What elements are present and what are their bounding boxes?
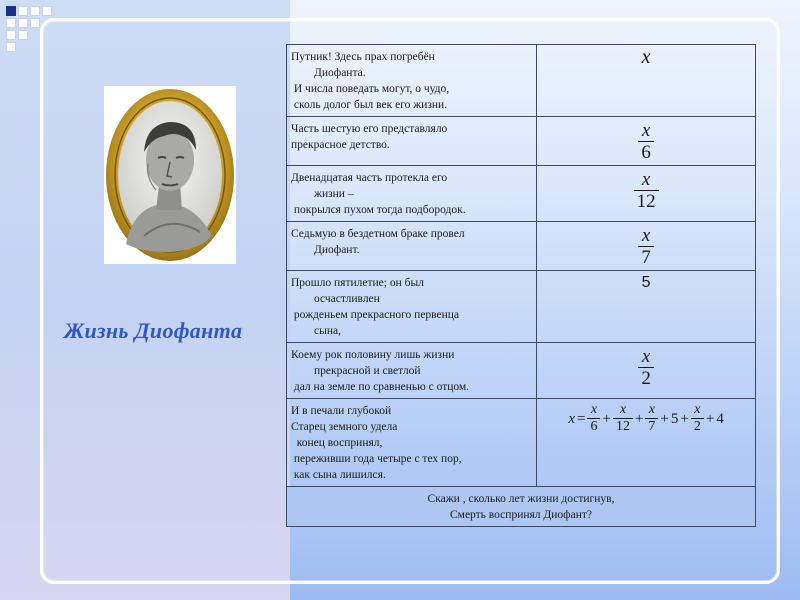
equation-number: 4 (716, 410, 724, 427)
fraction-denominator: 2 (693, 419, 701, 434)
expression-cell (537, 117, 756, 166)
expression-cell (537, 166, 756, 222)
verse-line: Диофант. (291, 244, 360, 256)
fraction-numerator: x (641, 346, 651, 367)
verse-line: Двенадцатая часть протекла его (291, 172, 448, 184)
equation-fraction (613, 403, 633, 434)
question-line: Скажи , сколько лет жизни достигнув, (427, 493, 615, 505)
fraction-expression (634, 170, 659, 211)
fraction-numerator: x (619, 402, 627, 417)
fraction-numerator: x (648, 402, 656, 417)
verse-line: Диофанта. (291, 67, 366, 79)
table-row (287, 117, 756, 166)
verse-line: Часть шестую его представляло (291, 123, 448, 135)
question-row (287, 487, 756, 527)
plus-sign: + (680, 410, 689, 427)
fraction-denominator: 2 (641, 368, 651, 389)
table-row (287, 166, 756, 222)
table-row (287, 343, 756, 399)
plus-sign: + (660, 410, 669, 427)
verse-line: И в печали глубокой (291, 405, 392, 417)
verse-line: покрылся пухом тогда подбородок. (291, 204, 466, 216)
expression-cell (537, 222, 756, 271)
fraction-expression (638, 121, 654, 162)
verse-cell (287, 399, 537, 487)
equation-fraction (645, 403, 658, 434)
verse-line: Путник! Здесь прах погребён (291, 51, 435, 63)
verse-line: переживши года четыре с тех пор, (291, 453, 462, 465)
equals-sign: = (577, 410, 586, 427)
plus-sign: + (705, 410, 715, 427)
plus-sign: + (602, 410, 611, 427)
equation (568, 403, 723, 434)
fraction-numerator: x (590, 402, 598, 417)
table-row (287, 271, 756, 343)
fraction-denominator: 6 (590, 419, 598, 434)
expression-cell (537, 343, 756, 399)
fraction-expression (638, 226, 654, 267)
verse-line: жизни – (291, 188, 354, 200)
fraction-denominator: 12 (615, 419, 630, 434)
expression-cell (537, 399, 756, 487)
diophantus-riddle-table (286, 44, 756, 527)
table-row (287, 399, 756, 487)
table-row (287, 45, 756, 117)
verse-line: Старец земного удела (291, 421, 398, 433)
equation-fraction (587, 403, 600, 434)
fraction-denominator: 7 (648, 419, 656, 434)
verse-line: Седьмую в бездетном браке провел (291, 228, 465, 240)
verse-line: рожденьем прекрасного первенца (291, 309, 460, 321)
fraction-numerator: x (641, 120, 651, 141)
verse-cell (287, 166, 537, 222)
fraction-numerator: x (641, 225, 651, 246)
page-title: Жизнь Диофанта (64, 318, 243, 343)
verse-line: сына, (291, 325, 341, 337)
fraction-denominator: 12 (636, 191, 656, 212)
fraction-numerator: x (641, 169, 651, 190)
verse-line: как сына лишился. (291, 469, 386, 481)
verse-line: сколь долог был век его жизни. (291, 99, 448, 111)
verse-cell (287, 45, 537, 117)
fraction-denominator: 6 (641, 142, 651, 163)
variable-x: x (641, 46, 651, 68)
diophantus-portrait (104, 86, 236, 264)
verse-line: прекрасное детство. (291, 139, 390, 151)
verse-line: Прошло пятилетие; он был (291, 277, 424, 289)
equation-fraction (691, 403, 704, 434)
verse-line: прекрасной и светлой (291, 365, 421, 377)
verse-line: конец воспринял, (291, 437, 383, 449)
equation-number: 5 (670, 410, 679, 427)
plus-sign: + (634, 410, 644, 427)
question-line: Смерть воспринял Диофант? (450, 509, 592, 521)
verse-line: осчастливлен (291, 293, 380, 305)
verse-cell (287, 271, 537, 343)
verse-cell (287, 222, 537, 271)
expression-cell (537, 271, 756, 343)
verse-line: дал на земле по сравненью с отцом. (291, 381, 470, 393)
question-cell (287, 487, 756, 527)
fraction-expression (638, 347, 654, 388)
number-value: 5 (641, 274, 651, 291)
verse-cell (287, 343, 537, 399)
fraction-denominator: 7 (641, 247, 651, 268)
verse-cell (287, 117, 537, 166)
fraction-numerator: x (694, 402, 701, 417)
verse-line: Коему рок половину лишь жизни (291, 349, 455, 361)
expression-cell (537, 45, 756, 117)
table-row (287, 222, 756, 271)
equation-lhs: x (568, 410, 575, 427)
verse-line: И числа поведать могут, о чудо, (291, 83, 450, 95)
